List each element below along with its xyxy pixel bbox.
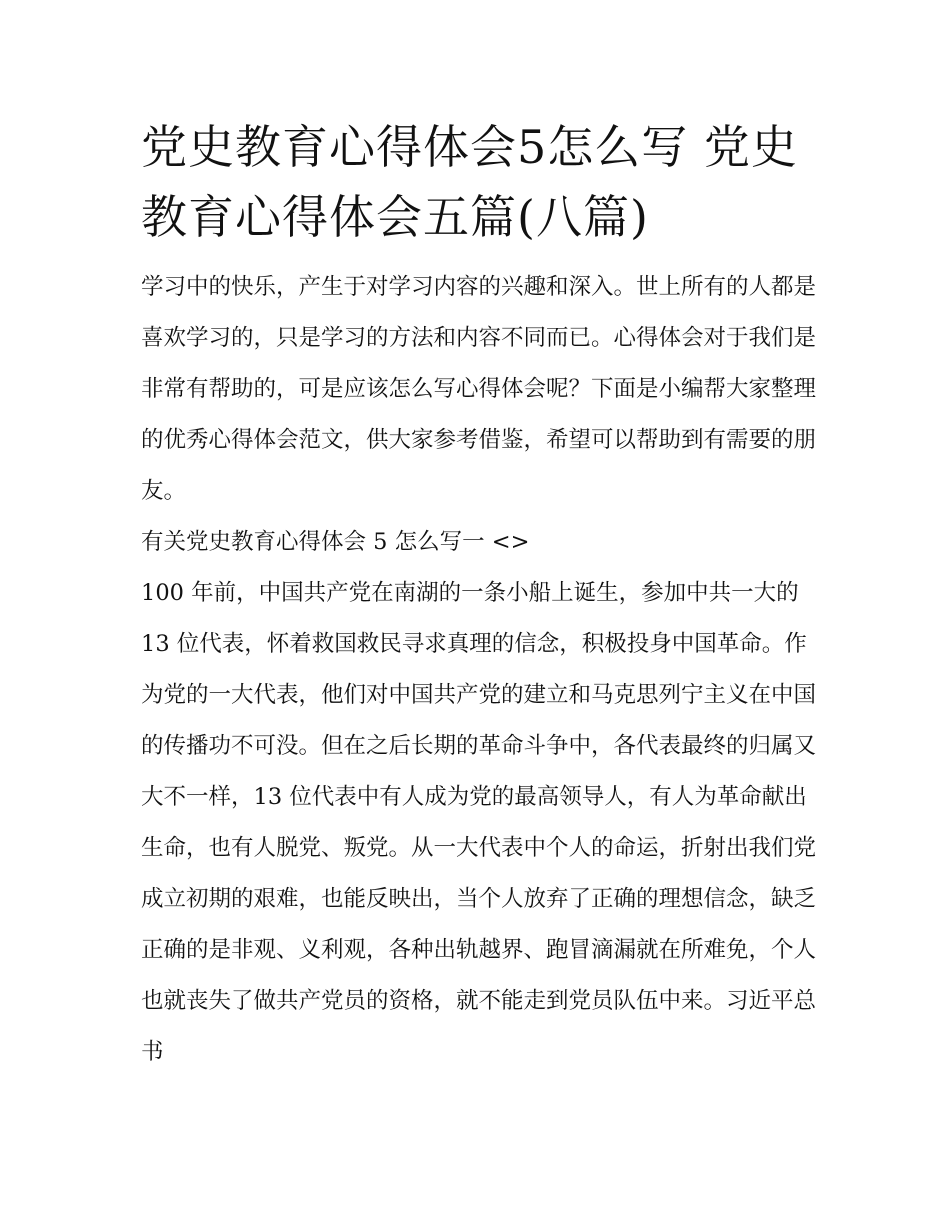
section-heading: 有关党史教育心得体会 5 怎么写一 <>: [141, 529, 530, 555]
intro-paragraph: 学习中的快乐，产生于对学习内容的兴趣和深入。世上所有的人都是喜欢学习的，只是学习的方法和内容不同而已。心得体会对于我们是非常有帮助的，可是应该怎么写心得体会呢？下面是小编帮大家整理的优秀心得体会范文，供大家参考借鉴，希望可以帮助到有需要的朋友。: [141, 274, 817, 504]
document-page: [141, 112, 816, 1078]
body-paragraph: 100 年前，中国共产党在南湖的一条小船上诞生，参加中共一大的 13 位代表，怀着救国救民寻求真理的信念，积极投身中国革命。作为党的一大代表，他们对中国共产党的建立和马克思列宁主义在中国的传播功不可没。但在之后长期的革命斗争中，各代表最终的归属又大不一样，13 位代表中有人成为党的最高领导人，有人为革命献出生命，也有人脱党、叛党。从一大代表中个人的命运，折射出我们党成立初期的艰难，也能反映出，当个人放弃了正确的理想信念，缺乏正确的是非观、义利观，各种出轨越界、跑冒滴漏就在所难免，个人也就丧失了做共产党员的资格，就不能走到党员队伍中来。习近平总书: [141, 580, 817, 1065]
document-title: 党史教育心得体会5怎么写 党史教育心得体会五篇(八篇): [141, 120, 798, 244]
